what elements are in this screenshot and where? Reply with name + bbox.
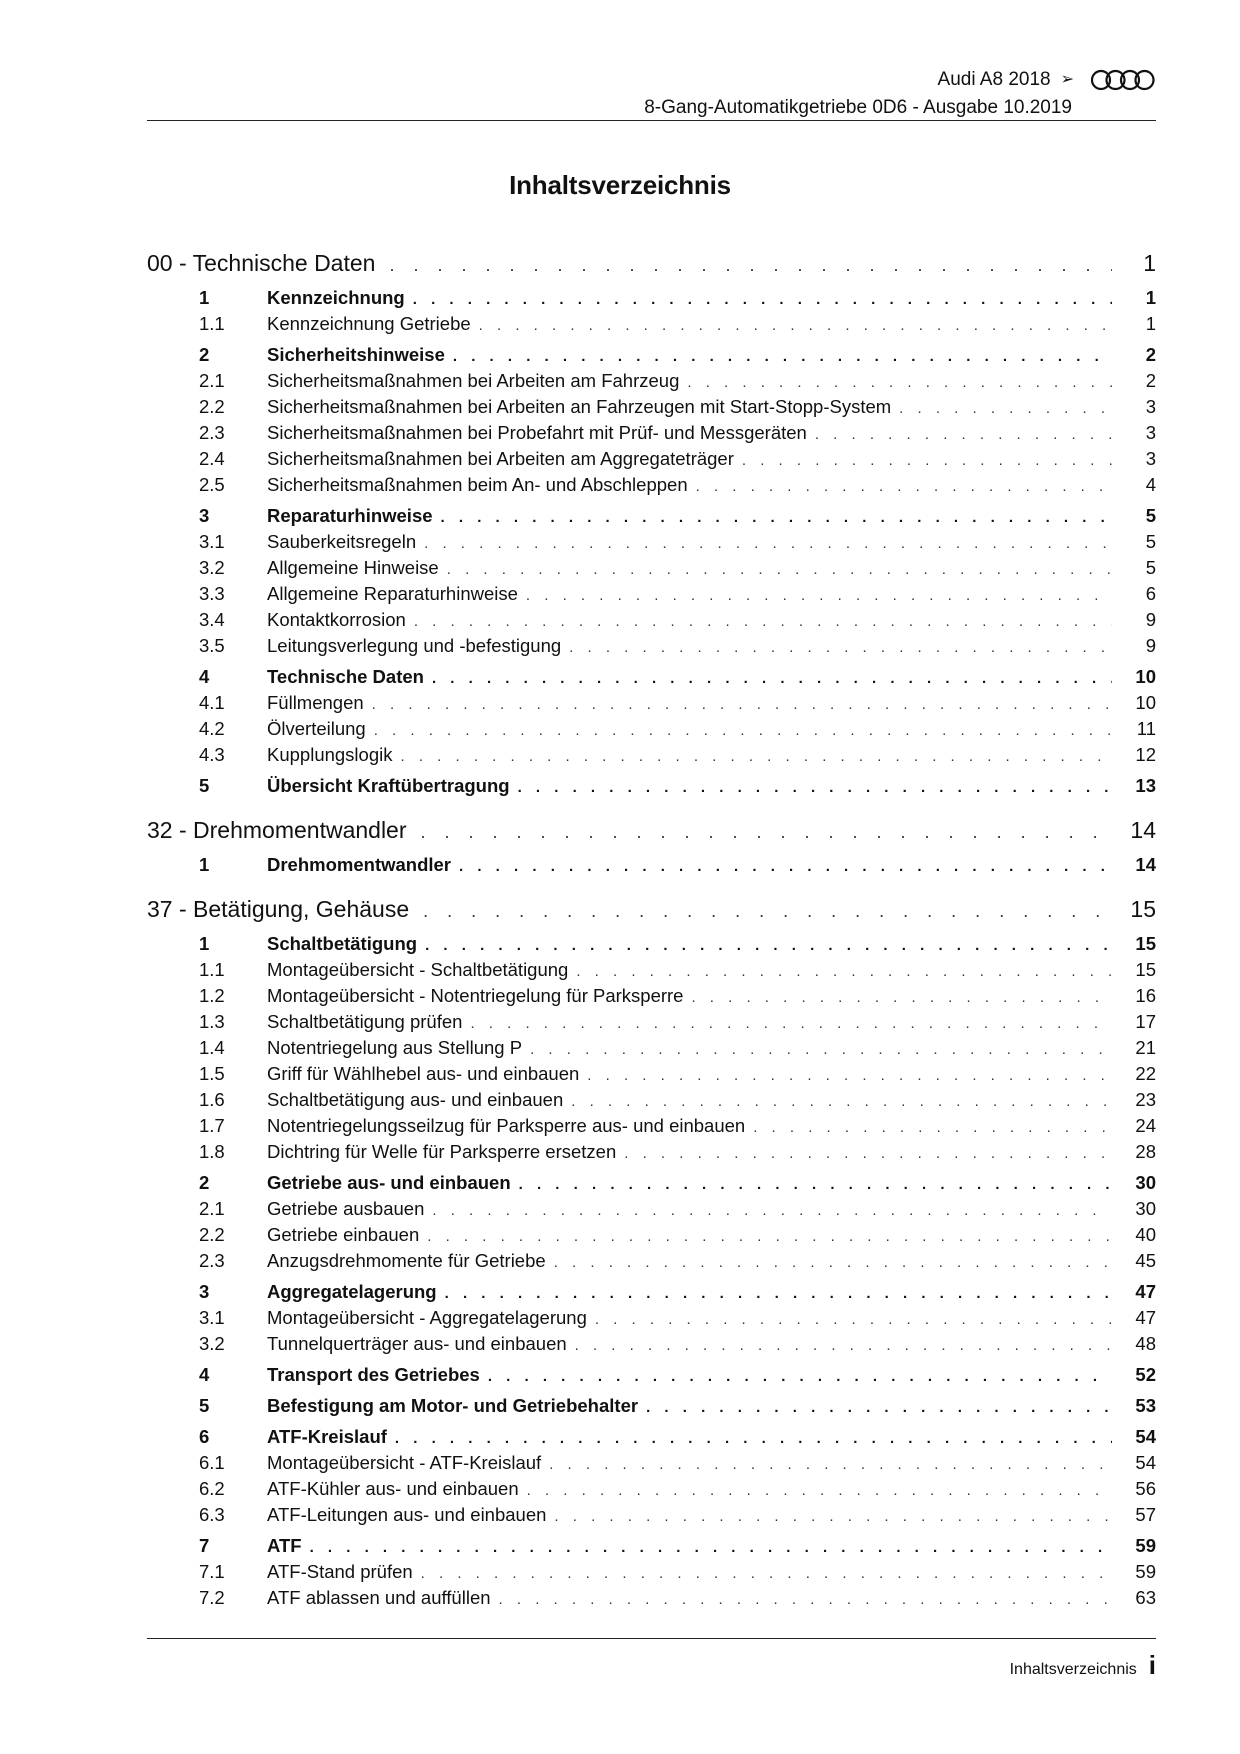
toc-entry-title: Transport des Getriebes — [267, 1364, 480, 1385]
dot-leader — [400, 744, 1112, 770]
toc-entry-title: ATF-Leitungen aus- und einbauen — [267, 1504, 547, 1525]
toc-entry-number: 4.3 — [199, 744, 225, 765]
toc-entry-page: 48 — [1135, 1333, 1156, 1354]
toc-entry-page: 15 — [1135, 959, 1156, 980]
toc-entry-page: 3 — [1145, 448, 1156, 469]
toc-entry-title: Montageübersicht - Schaltbetätigung — [267, 959, 569, 980]
toc-entry-title: Kennzeichnung — [267, 287, 405, 308]
dot-leader — [687, 370, 1112, 396]
toc-sub-entry[interactable] — [147, 690, 1156, 716]
toc-entry-page: 47 — [1135, 1307, 1156, 1328]
toc-entry-number: 4 — [199, 666, 210, 687]
dot-leader — [432, 666, 1112, 692]
toc-entry-number: 4.1 — [199, 692, 225, 713]
toc-entry-number: 3 — [199, 505, 210, 526]
toc-sub-entry[interactable] — [147, 1331, 1156, 1357]
footer-page-number: i — [1148, 1650, 1156, 1680]
toc-entry-title: Sicherheitsmaßnahmen bei Arbeiten an Fahrzeugen mit Start-Stopp-System — [267, 396, 892, 417]
toc-entry-page: 4 — [1145, 474, 1156, 495]
dot-leader — [554, 1250, 1112, 1276]
toc-entry-page: 53 — [1135, 1395, 1156, 1416]
toc-entry-page: 10 — [1135, 692, 1156, 713]
dot-leader — [372, 692, 1112, 718]
toc-entry-number: 2.1 — [199, 1198, 225, 1219]
toc-entry-title: Allgemeine Reparaturhinweise — [267, 583, 518, 604]
toc-sub-entry[interactable] — [147, 1450, 1156, 1476]
toc-entry-number: 7 — [199, 1535, 210, 1556]
toc-sub-entry[interactable] — [147, 1035, 1156, 1061]
toc-entry-number: 1.2 — [199, 985, 225, 1006]
toc-entry-title: 32 - Drehmomentwandler — [147, 817, 407, 843]
toc-entry-page: 12 — [1135, 744, 1156, 765]
toc-entry-title: 37 - Betätigung, Gehäuse — [147, 896, 410, 922]
toc-entry-page: 40 — [1135, 1224, 1156, 1245]
toc-entry-page: 52 — [1135, 1364, 1156, 1385]
toc-entry-number: 5 — [199, 775, 210, 796]
toc-entry-title: ATF — [267, 1535, 302, 1556]
toc-entry-page: 47 — [1135, 1281, 1156, 1302]
toc-entry-title: Sicherheitsmaßnahmen bei Probefahrt mit Prüf- und Messgeräten — [267, 422, 807, 443]
toc-entry-page: 30 — [1135, 1172, 1156, 1193]
toc-entry-title: Drehmomentwandler — [267, 854, 452, 875]
toc-entry-title: Sicherheitsmaßnahmen bei Arbeiten am Aggregateträger — [267, 448, 734, 469]
toc-entry-number: 3.5 — [199, 635, 225, 656]
toc-sub-entry[interactable] — [147, 1248, 1156, 1274]
toc-entry-title: Schaltbetätigung aus- und einbauen — [267, 1089, 564, 1110]
dot-leader — [488, 1364, 1112, 1390]
toc-sub-entry[interactable] — [147, 607, 1156, 633]
toc-entry-number: 4.2 — [199, 718, 225, 739]
toc-entry-number: 1.5 — [199, 1063, 225, 1084]
toc-section-entry[interactable] — [147, 1393, 1156, 1419]
dot-leader — [526, 583, 1112, 609]
toc-entry-page: 59 — [1135, 1535, 1156, 1556]
toc-sub-entry[interactable] — [147, 1196, 1156, 1222]
toc-entry-title: Getriebe aus- und einbauen — [267, 1172, 511, 1193]
toc-entry-title: Kennzeichnung Getriebe — [267, 313, 471, 334]
toc-sub-entry[interactable] — [147, 368, 1156, 394]
dot-leader — [395, 1426, 1112, 1452]
toc-sub-entry[interactable] — [147, 1087, 1156, 1113]
toc-entry-number: 2.5 — [199, 474, 225, 495]
toc-sub-entry[interactable] — [147, 581, 1156, 607]
dot-leader — [742, 448, 1112, 474]
dot-leader — [575, 1333, 1112, 1359]
toc-section-entry[interactable] — [147, 852, 1156, 878]
toc-sub-entry[interactable] — [147, 446, 1156, 472]
toc-entry-title: 00 - Technische Daten — [147, 250, 376, 276]
toc-entry-title: Getriebe einbauen — [267, 1224, 420, 1245]
dot-leader — [518, 775, 1112, 801]
toc-entry-page: 6 — [1145, 583, 1156, 604]
page-footer — [1010, 1650, 1156, 1681]
toc-sub-entry[interactable] — [147, 1559, 1156, 1585]
arrow-icon: ➢ — [1060, 71, 1074, 88]
toc-entry-page: 24 — [1135, 1115, 1156, 1136]
toc-entry-title: Füllmengen — [267, 692, 364, 713]
toc-section-entry[interactable] — [147, 503, 1156, 529]
dot-leader — [374, 718, 1112, 744]
dot-leader — [587, 1063, 1112, 1089]
dot-leader — [595, 1307, 1112, 1333]
toc-entry-page: 14 — [1135, 854, 1156, 875]
toc-entry-title: Ölverteilung — [267, 718, 366, 739]
toc-section-entry[interactable] — [147, 1533, 1156, 1559]
toc-section-entry[interactable] — [147, 773, 1156, 799]
toc-entry-page: 2 — [1145, 344, 1156, 365]
toc-entry-title: Sicherheitsmaßnahmen beim An- und Abschleppen — [267, 474, 688, 495]
dot-leader — [554, 1504, 1112, 1530]
toc-entry-number: 3.3 — [199, 583, 225, 604]
toc-entry-title: Technische Daten — [267, 666, 424, 687]
toc-entry-number: 1.1 — [199, 313, 225, 334]
toc-entry-number: 1 — [199, 854, 210, 875]
dot-leader — [423, 894, 1112, 928]
toc-entry-page: 45 — [1135, 1250, 1156, 1271]
audi-rings-icon — [1090, 68, 1156, 92]
toc-entry-title: Übersicht Kraftübertragung — [267, 775, 510, 796]
toc-entry-title: Tunnelquerträger aus- und einbauen — [267, 1333, 567, 1354]
header-divider — [147, 120, 1156, 121]
dot-leader — [569, 635, 1112, 661]
toc-entry-number: 2.2 — [199, 1224, 225, 1245]
toc-entry-title: Notentriegelungsseilzug für Parksperre aus- und einbauen — [267, 1115, 746, 1136]
toc-entry-page: 9 — [1145, 635, 1156, 656]
dot-leader — [696, 474, 1112, 500]
toc-sub-entry[interactable] — [147, 1585, 1156, 1611]
toc-sub-entry[interactable] — [147, 983, 1156, 1009]
toc-entry-number: 2.1 — [199, 370, 225, 391]
toc-entry-number: 3 — [199, 1281, 210, 1302]
dot-leader — [425, 933, 1112, 959]
toc-sub-entry[interactable] — [147, 1476, 1156, 1502]
toc-entry-number: 4 — [199, 1364, 210, 1385]
toc-entry-page: 16 — [1135, 985, 1156, 1006]
toc-entry-page: 59 — [1135, 1561, 1156, 1582]
dot-leader — [445, 1281, 1112, 1307]
toc-entry-number: 2.4 — [199, 448, 225, 469]
toc-sub-entry[interactable] — [147, 742, 1156, 768]
dot-leader — [421, 815, 1112, 849]
toc-entry-page: 9 — [1145, 609, 1156, 630]
toc-section-entry[interactable] — [147, 342, 1156, 368]
dot-leader — [421, 1561, 1112, 1587]
toc-entry-title: ATF-Kühler aus- und einbauen — [267, 1478, 519, 1499]
toc-entry-title: Anzugsdrehmomente für Getriebe — [267, 1250, 546, 1271]
toc-entry-number: 3.4 — [199, 609, 225, 630]
toc-sub-entry[interactable] — [147, 1222, 1156, 1248]
toc-section-entry[interactable] — [147, 1424, 1156, 1450]
toc-entry-page: 13 — [1135, 775, 1156, 796]
toc-entry-number: 3.1 — [199, 531, 225, 552]
toc-sub-entry[interactable] — [147, 716, 1156, 742]
toc-chapter-entry[interactable] — [147, 892, 1156, 926]
dot-leader — [453, 344, 1112, 370]
toc-sub-entry[interactable] — [147, 1009, 1156, 1035]
dot-leader — [414, 609, 1112, 635]
toc-sub-entry[interactable] — [147, 633, 1156, 659]
toc-entry-page: 17 — [1135, 1011, 1156, 1032]
toc-entry-number: 6.1 — [199, 1452, 225, 1473]
toc-entry-title: Notentriegelung aus Stellung P — [267, 1037, 523, 1058]
dot-leader — [571, 1089, 1112, 1115]
toc-sub-entry[interactable] — [147, 529, 1156, 555]
toc-entry-title: ATF-Kreislauf — [267, 1426, 387, 1447]
toc-entry-number: 6.3 — [199, 1504, 225, 1525]
toc-entry-title: Montageübersicht - Aggregatelagerung — [267, 1307, 587, 1328]
dot-leader — [310, 1535, 1112, 1561]
toc-entry-number: 2.3 — [199, 422, 225, 443]
toc-sub-entry[interactable] — [147, 1305, 1156, 1331]
toc-entry-number: 1.4 — [199, 1037, 225, 1058]
toc-entry-number: 2 — [199, 1172, 210, 1193]
page-title: Inhaltsverzeichnis — [509, 170, 731, 200]
toc-entry-title: Schaltbetätigung prüfen — [267, 1011, 463, 1032]
toc-entry-title: Allgemeine Hinweise — [267, 557, 439, 578]
toc-entry-number: 7.2 — [199, 1587, 225, 1608]
toc-entry-title: Griff für Wählhebel aus- und einbauen — [267, 1063, 580, 1084]
toc-entry-number: 2.3 — [199, 1250, 225, 1271]
toc-entry-page: 5 — [1145, 531, 1156, 552]
dot-leader — [447, 557, 1112, 583]
toc-sub-entry[interactable] — [147, 420, 1156, 446]
toc-entry-title: Sicherheitsmaßnahmen bei Arbeiten am Fahrzeug — [267, 370, 680, 391]
toc-sub-entry[interactable] — [147, 555, 1156, 581]
toc-entry-title: Befestigung am Motor- und Getriebehalter — [267, 1395, 639, 1416]
toc-entry-number: 6 — [199, 1426, 210, 1447]
toc-sub-entry[interactable] — [147, 1502, 1156, 1528]
toc-entry-number: 2 — [199, 344, 210, 365]
toc-entry-page: 11 — [1136, 718, 1156, 739]
toc-entry-number: 3.2 — [199, 557, 225, 578]
toc-entry-number: 1.3 — [199, 1011, 225, 1032]
toc-entry-page: 14 — [1130, 817, 1156, 843]
dot-leader — [413, 287, 1112, 313]
dot-leader — [527, 1478, 1112, 1504]
brand-row — [938, 68, 1156, 92]
toc-entry-page: 1 — [1145, 313, 1156, 334]
toc-entry-title: Schaltbetätigung — [267, 933, 418, 954]
dot-leader — [753, 1115, 1112, 1141]
toc-section-entry[interactable] — [147, 1279, 1156, 1305]
footer-label: Inhaltsverzeichnis — [1009, 1661, 1137, 1678]
toc-section-entry[interactable] — [147, 1170, 1156, 1196]
dot-leader — [549, 1452, 1112, 1478]
toc-entry-number: 6.2 — [199, 1478, 225, 1499]
toc-entry-title: ATF-Stand prüfen — [267, 1561, 413, 1582]
dot-leader — [427, 1224, 1112, 1250]
dot-leader — [815, 422, 1112, 448]
dot-leader — [899, 396, 1112, 422]
toc-entry-page: 10 — [1135, 666, 1156, 687]
toc-entry-page: 3 — [1145, 396, 1156, 417]
toc-chapter-entry[interactable] — [147, 246, 1156, 280]
vehicle-model: Audi A8 2018 — [937, 69, 1051, 90]
toc-entry-page: 56 — [1135, 1478, 1156, 1499]
document-header — [938, 68, 1156, 92]
dot-leader — [646, 1395, 1112, 1421]
toc-entry-title: Getriebe ausbauen — [267, 1198, 425, 1219]
toc-entry-page: 3 — [1145, 422, 1156, 443]
toc-sub-entry[interactable] — [147, 394, 1156, 420]
toc-entry-title: Sauberkeitsregeln — [267, 531, 417, 552]
toc-sub-entry[interactable] — [147, 1061, 1156, 1087]
toc-entry-page: 23 — [1135, 1089, 1156, 1110]
toc-entry-title: Reparaturhinweise — [267, 505, 433, 526]
dot-leader — [389, 248, 1112, 282]
toc-entry-number: 1.7 — [199, 1115, 225, 1136]
toc-sub-entry[interactable] — [147, 472, 1156, 498]
toc-section-entry[interactable] — [147, 664, 1156, 690]
toc-sub-entry[interactable] — [147, 1113, 1156, 1139]
toc-entry-title: Kontaktkorrosion — [267, 609, 406, 630]
toc-entry-number: 1.8 — [199, 1141, 225, 1162]
dot-leader — [424, 531, 1112, 557]
dot-leader — [479, 313, 1112, 339]
table-of-contents — [147, 240, 1156, 1611]
dot-leader — [459, 854, 1112, 880]
toc-entry-page: 54 — [1135, 1452, 1156, 1473]
dot-leader — [530, 1037, 1112, 1063]
toc-entry-title: Sicherheitshinweise — [267, 344, 445, 365]
toc-entry-title: ATF ablassen und auffüllen — [267, 1587, 491, 1608]
toc-entry-number: 7.1 — [199, 1561, 225, 1582]
toc-entry-page: 5 — [1145, 557, 1156, 578]
toc-entry-page: 15 — [1135, 933, 1156, 954]
dot-leader — [499, 1587, 1112, 1613]
toc-entry-page: 57 — [1135, 1504, 1156, 1525]
toc-sub-entry[interactable] — [147, 957, 1156, 983]
toc-sub-entry[interactable] — [147, 311, 1156, 337]
toc-entry-number: 2.2 — [199, 396, 225, 417]
toc-entry-number: 1.1 — [199, 959, 225, 980]
toc-sub-entry[interactable] — [147, 1139, 1156, 1165]
toc-section-entry[interactable] — [147, 931, 1156, 957]
toc-entry-number: 1 — [199, 287, 210, 308]
toc-section-entry[interactable] — [147, 1362, 1156, 1388]
toc-chapter-entry[interactable] — [147, 813, 1156, 847]
toc-entry-title: Montageübersicht - Notentriegelung für Parksperre — [267, 985, 684, 1006]
dot-leader — [691, 985, 1112, 1011]
dot-leader — [432, 1198, 1112, 1224]
toc-entry-title: Aggregatelagerung — [267, 1281, 437, 1302]
toc-entry-page: 28 — [1135, 1141, 1156, 1162]
dot-leader — [441, 505, 1112, 531]
dot-leader — [576, 959, 1112, 985]
toc-entry-title: Dichtring für Welle für Parksperre ersetzen — [267, 1141, 617, 1162]
toc-entry-page: 1 — [1143, 250, 1156, 276]
toc-entry-page: 5 — [1145, 505, 1156, 526]
toc-entry-number: 1 — [199, 933, 210, 954]
document-subtitle: 8-Gang-Automatikgetriebe 0D6 - Ausgabe 10.2019 — [644, 97, 1072, 118]
toc-entry-page: 2 — [1145, 370, 1156, 391]
toc-entry-page: 54 — [1135, 1426, 1156, 1447]
toc-entry-page: 15 — [1130, 896, 1156, 922]
toc-entry-page: 63 — [1135, 1587, 1156, 1608]
footer-divider — [147, 1638, 1156, 1639]
toc-entry-number: 3.2 — [199, 1333, 225, 1354]
dot-leader — [470, 1011, 1112, 1037]
toc-entry-number: 5 — [199, 1395, 210, 1416]
toc-entry-page: 21 — [1135, 1037, 1156, 1058]
dot-leader — [624, 1141, 1112, 1167]
toc-entry-title: Leitungsverlegung und -befestigung — [267, 635, 562, 656]
toc-entry-title: Kupplungslogik — [267, 744, 393, 765]
toc-entry-number: 1.6 — [199, 1089, 225, 1110]
toc-entry-number: 3.1 — [199, 1307, 225, 1328]
dot-leader — [519, 1172, 1112, 1198]
toc-entry-page: 1 — [1145, 287, 1156, 308]
toc-entry-page: 22 — [1135, 1063, 1156, 1084]
toc-entry-title: Montageübersicht - ATF-Kreislauf — [267, 1452, 542, 1473]
toc-entry-page: 30 — [1135, 1198, 1156, 1219]
toc-section-entry[interactable] — [147, 285, 1156, 311]
